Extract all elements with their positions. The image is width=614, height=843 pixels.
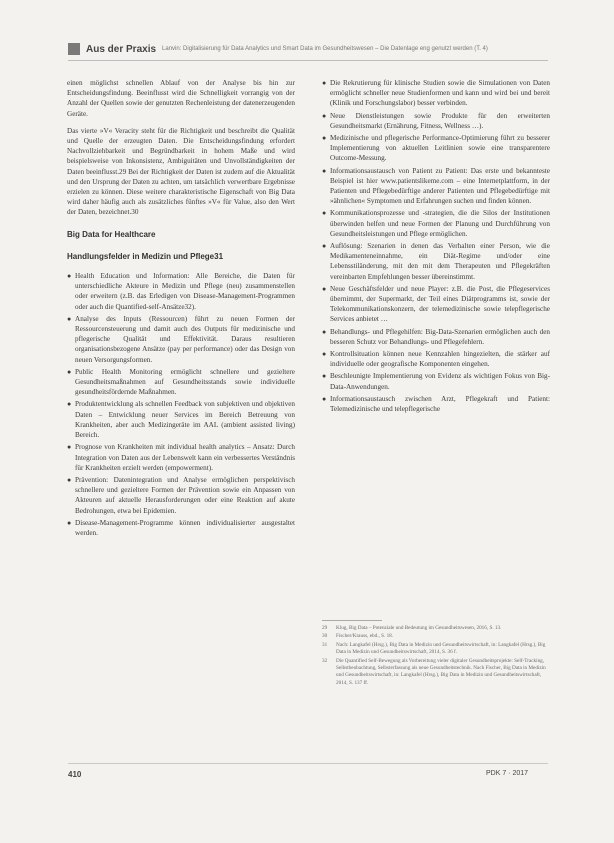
header-section: Aus der Praxis xyxy=(86,43,157,55)
footnote: 32 Die Quantified Self-Bewegung als Vorbereitung vieler digitaler Gesundheitsprojekte: Self-Tracking, Selbstbeobachtung, Selbsterfassung als neue Gesundheitstechnik. Nach Fischer, Big Data in Medizin und Gesundheitswirtschaft, in: Langkafel (Hrsg.), Big Data in Medizin und Gesundheitswirtschaft, 2014, S. 137 ff. xyxy=(322,657,546,686)
bullet-list xyxy=(67,271,295,538)
bullet-icon: ● xyxy=(322,372,327,381)
section-heading: Big Data for Healthcare xyxy=(67,229,156,239)
list-item: ● Informationsaustausch zwischen Arzt, Pflegekraft und Patient: Telemedizinische und telepflegerische xyxy=(322,394,550,414)
bullet-icon: ● xyxy=(67,518,72,527)
bullet-icon: ● xyxy=(322,350,327,359)
footnote-divider xyxy=(322,620,382,621)
subsection-heading: Handlungsfelder in Medizin und Pflege31 xyxy=(67,251,224,261)
list-item: ● Die Rekrutierung für klinische Studien sowie die Simulationen von Daten ermöglicht schneller neue Studienformen und kann und wird bei und bereit (Klinik und Forschungslabor) besser verbinden. xyxy=(322,79,550,108)
bullet-icon: ● xyxy=(322,327,327,336)
list-item: ● Medizinische und pflegerische Performance-Optimierung führt zu besserer Implementierung von aktuellen Leitlinien sowie eine transparentere Outcome-Messung. xyxy=(322,134,550,163)
bullet-icon: ● xyxy=(67,400,72,409)
paragraph: einen möglichst schnellen Ablauf von der Analyse bis hin zur Entscheidungsfindung. Beeinflusst wird die Schnelligkeit vorrangig von der Anzahl der Quellen sowie der genutzten Rechenleistung der datenerzeugenden Geräte. xyxy=(67,79,295,118)
right-column xyxy=(322,78,550,416)
bullet-icon: ● xyxy=(67,272,72,281)
bullet-icon: ● xyxy=(322,166,327,175)
running-header xyxy=(68,39,548,59)
page-number: 410 xyxy=(68,770,82,779)
list-item: ● Neue Geschäftsfelder und neue Player: z.B. die Post, die Pflegeservices übernimmt, der Supermarkt, der Teil eines Diätprogramms ist, sowie der Telekommunikationskonzern, der telemedizinische sowie telepflegerische Services anbietet … xyxy=(322,284,550,324)
header-divider xyxy=(68,60,548,61)
bullet-icon: ● xyxy=(67,314,72,323)
header-square-icon xyxy=(68,43,80,55)
header-title: Lanvin: Digitalisierung für Data Analytics und Smart Data im Gesundheitswesen – Die Datenlage eng genutzt werden (T. 4) xyxy=(162,46,488,52)
bullet-icon: ● xyxy=(322,111,327,120)
bullet-icon: ● xyxy=(322,284,327,293)
journal-issue: PDK 7 · 2017 xyxy=(486,770,529,777)
list-item: ● Prävention: Datenintegration und Analyse ermöglichen perspektivisch schnellere und gezieltere Formen der Prävention sowie ein Anpassen von Akteuren auf aktuelle Herausforderungen oder eine Reaktion auf akute Bedrohungen, etwa bei Epidemien. xyxy=(67,475,295,515)
bullet-icon: ● xyxy=(67,443,72,452)
bullet-icon: ● xyxy=(322,79,327,87)
footnotes xyxy=(322,620,550,688)
list-item: ● Prognose von Krankheiten mit individual health analytics – Ansatz: Durch Integration von Daten aus der Lebenswelt kann ein verbessertes Verständnis für Krankheiten erzielt werden (empowerment). xyxy=(67,443,295,472)
bullet-list xyxy=(322,78,550,414)
bullet-icon: ● xyxy=(67,475,72,484)
left-column xyxy=(67,78,295,540)
list-item: ● Auflösung: Szenarien in denen das Verhalten einer Person, wie die Medikamenteneinnahme, ein Diät-Regime und/oder eine Lebensstiländerung, mit den mit dem Therapeuten und Pflegekräften vereinbarten Empfehlungen besser übereinstimmt. xyxy=(322,242,550,281)
list-item: ● Kommunikationsprozesse und -strategien, die die Silos der Institutionen überwinden helfen und neue Formen der Planung und Durchführung von Gesundheitsleistungen und Pflege ermöglichen. xyxy=(322,209,550,238)
bullet-icon: ● xyxy=(322,394,327,403)
bullet-icon: ● xyxy=(322,242,327,251)
bullet-icon: ● xyxy=(67,367,72,376)
list-item: ● Disease-Management-Programme können individualisierter ausgestaltet werden. xyxy=(67,518,295,537)
footer-divider xyxy=(68,763,548,764)
list-item: ● Informationsaustausch von Patient zu Patient: Das erste und bekannteste Beispiel ist hier www.patientslikeme.com – eine Internetplattform, in der Patienten und Pflegebedürftige anderer Patienten und Pflegebedürftige mit »ähnlichen« Symptomen und Erfahrungen suchen und finden können. xyxy=(322,166,550,206)
list-item: ● Kontrollsituation können neue Kennzahlen hingezielten, die stärker auf individuelle oder geografische Komponenten eingehen. xyxy=(322,350,550,369)
footnote: 29 Klug, Big Data – Potenziale und Bedeutung im Gesundheitswesen, 2016, S. 13. xyxy=(322,625,502,631)
list-item: ● Neue Dienstleistungen sowie Produkte für den erweiterten Gesundheitsmarkt (Ernährung, Fitness, Wellness …). xyxy=(322,111,550,130)
list-item: ● Public Health Monitoring ermöglicht schnellere und gezieltere Gesundheitsmaßnahmen auf Gesundheitsstands sowie individuelle gesundheitsfördernde Maßnahmen. xyxy=(67,367,295,397)
list-item: ● Behandlungs- und Pflegehilfen: Big-Data-Szenarien ermöglichen auch den besseren Schutz vor Behandlungs- und Pflegefehlern. xyxy=(322,327,550,346)
list-item: ● Produktentwicklung als schnellen Feedback von subjektiven und objektiven Daten – Entwicklung neuer Services im Bereich Betreuung von Krankheiten, aber auch Medizingeräte im AAL (ambient assisted living) Bereich. xyxy=(67,400,295,440)
footnote: 30 Fischer/Krauss, ebd., S. 18. xyxy=(322,633,394,640)
paragraph: Das vierte »V« Veracity steht für die Richtigkeit und beschreibt die Qualität und Quelle der erzeugten Daten. Die Entscheidungsfindung erfordert Nachvollziehbarkeit und Begründbarkeit in hohem Maße und wird beispielsweise von Inkonsistenz, Ambiguitäten und Unvollständigkeiten der Daten beeinflusst.29 Bei der Richtigkeit der Daten ist zudem auf die Aktualität und den Ursprung der Daten zu achten, um tatsächlich verwertbare Ergebnisse erzielen zu können. Diese weitere charakteristische Eigenschaft von Big Data wird daher häufig auch als zusätzliches fünftes »V« für Value, also den Wert der Daten, bezeichnet.30 xyxy=(67,126,295,217)
list-item: ● Beschleunigte Implementierung von Evidenz als wichtigen Fokus von Big-Data-Anwendungen. xyxy=(322,372,550,391)
list-item: ● Health Education und Information: Alle Bereiche, die Daten für unterschiedliche Akteure in Medizin und Pflege (neu) zusammenstellen oder erweitern (z.B. das Erledigen von Disease-Management-Programmen oder auch die Quantified-self-Ansätze32). xyxy=(67,272,295,311)
bullet-icon: ● xyxy=(322,209,327,218)
list-item: ● Analyse des Inputs (Ressourcen) führt zu neuen Formen der Ressourcensteuerung und damit auch des Outputs für medizinische und pflegerische Qualität und Effektivität. Daraus resultieren organisationsbezogene Ansätze (pay per performance) oder das Design von neuen Versorgungsformen. xyxy=(67,314,295,364)
bullet-icon: ● xyxy=(322,134,327,143)
footnote: 31 Nach: Langkafel (Hrsg.), Big Data in Medizin und Gesundheitswirtschaft, in: Langkafel (Hrsg.), Big Data in Medizin und Gesundheitswirtschaft, 2014, S. 36 f. xyxy=(322,641,546,656)
